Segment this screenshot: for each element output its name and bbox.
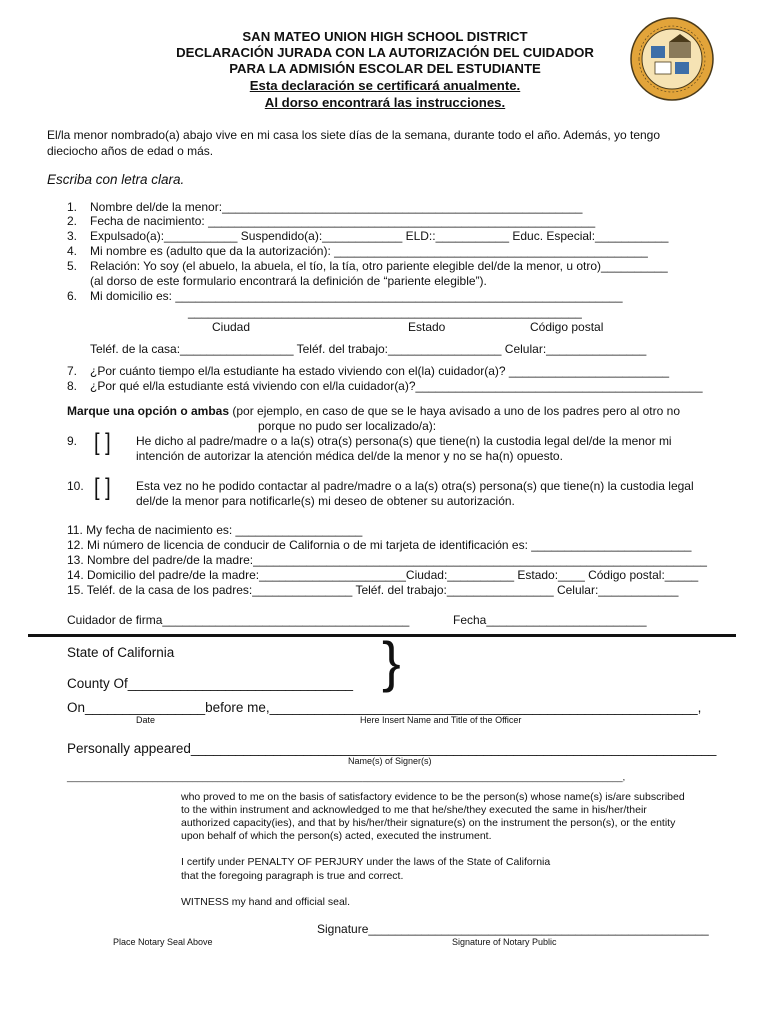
signers-caption: Name(s) of Signer(s) bbox=[348, 756, 432, 766]
notary-signature-caption: Signature of Notary Public bbox=[452, 937, 557, 947]
item-3-number: 3. bbox=[67, 229, 78, 243]
district-seal-logo bbox=[629, 16, 715, 102]
mark-instructions-rest: (por ejemplo, en caso de que se le haya avisado a uno de los padres pero al otro no bbox=[229, 404, 680, 418]
item-4-number: 4. bbox=[67, 244, 78, 258]
minor-name-field[interactable]: Nombre del/de la menor:______________________________________________________ bbox=[90, 200, 583, 214]
adult-name-field[interactable]: Mi nombre es (adulto que da la autorización): _______________________________________________ bbox=[90, 244, 648, 258]
notary-state: State of California bbox=[67, 645, 175, 660]
perjury-line-2: that the foregoing paragraph is true and correct. bbox=[181, 870, 404, 882]
form-title: DECLARACIÓN JURADA CON LA AUTORIZACIÓN DEL CUIDADOR bbox=[176, 45, 594, 60]
option-10-checkbox[interactable] bbox=[94, 474, 111, 502]
license-number-field[interactable]: 12. Mi número de licencia de conducir de California o de mi tarjeta de identificación es: ________________________ bbox=[67, 538, 692, 552]
option-9-text-line-2: intención de autorizar la atención médica del/de la menor y no se ha(n) opuesto. bbox=[136, 449, 563, 463]
living-reason-field[interactable]: ¿Por qué el/la estudiante está viviendo con el/la cuidador(a)?___________________________________________ bbox=[90, 379, 703, 393]
option-10-text-line-2: del/de la menor para notificarle(s) mi deseo de obtener su autorización. bbox=[136, 494, 515, 508]
notary-county-field[interactable]: County Of______________________________ bbox=[67, 676, 354, 691]
zip-label: Código postal bbox=[530, 320, 604, 334]
option-9-text-line-1: He dicho al padre/madre o a la(s) otra(s) persona(s) que tiene(n) la custodia legal del/de la menor mi bbox=[136, 434, 672, 448]
signers-continuation-line[interactable]: _______________________________________________________________________________________________________________, bbox=[67, 772, 626, 782]
parent-address-field[interactable]: 14. Domicilio del padre/de la madre:______________________Ciudad:__________ Estado:____ Código postal:_____ bbox=[67, 568, 699, 582]
item-1-number: 1. bbox=[67, 200, 78, 214]
write-clearly-note: Escriba con letra clara. bbox=[47, 172, 185, 187]
caregiver-birthdate-field[interactable]: 11. My fecha de nacimiento es: ___________________ bbox=[67, 523, 363, 537]
parent-phones-field[interactable]: 15. Teléf. de la casa de los padres:_______________ Teléf. del trabajo:________________ Celular:____________ bbox=[67, 583, 679, 597]
mark-instructions-bold: Marque una opción o ambas bbox=[67, 404, 230, 418]
parent-name-field[interactable]: 13. Nombre del padre/de la madre:____________________________________________________________________ bbox=[67, 553, 707, 567]
notary-date-officer-field[interactable]: On________________before me,_________________________________________________________, bbox=[67, 700, 702, 715]
option-9-bracket: [ ] bbox=[94, 429, 111, 457]
signer-name-field[interactable]: Personally appeared______________________________________________________________________ bbox=[67, 741, 717, 756]
living-duration-field[interactable]: ¿Por cuánto tiempo el/la estudiante ha estado viviendo con el(la) cuidador(a)? ________________________ bbox=[90, 364, 670, 378]
form-subtitle: PARA LA ADMISIÓN ESCOLAR DEL ESTUDIANTE bbox=[229, 61, 541, 76]
date-caption: Date bbox=[136, 715, 156, 725]
address-line-2[interactable]: ___________________________________________________________ bbox=[188, 305, 582, 319]
item-7-number: 7. bbox=[67, 364, 78, 378]
notary-brace: } bbox=[382, 630, 401, 693]
city-label: Ciudad bbox=[212, 320, 251, 334]
intro-line-2: dieciocho años de edad o más. bbox=[47, 144, 214, 158]
item-10-number: 10. bbox=[67, 479, 84, 493]
witness-line: WITNESS my hand and official seal. bbox=[181, 896, 351, 908]
intro-line-1: El/la menor nombrado(a) abajo vive en mi casa los siete días de la semana, durante todo el año. Además, yo tengo bbox=[47, 128, 661, 142]
seal-caption: Place Notary Seal Above bbox=[113, 937, 213, 947]
relationship-note: (al dorso de este formulario encontrará la definición de “pariente elegible”). bbox=[90, 274, 487, 288]
item-9-number: 9. bbox=[67, 434, 78, 448]
phone-fields[interactable]: Teléf. de la casa:_________________ Teléf. del trabajo:_________________ Celular:_______________ bbox=[90, 342, 647, 356]
relationship-field[interactable]: Relación: Yo soy (el abuelo, la abuela, el tío, la tía, otro pariente elegible del/de la menor, u otro)__________ bbox=[90, 259, 668, 273]
notary-signature-field[interactable]: Signature___________________________________________________ bbox=[317, 922, 709, 936]
officer-caption: Here Insert Name and Title of the Officer bbox=[360, 715, 522, 725]
option-9-checkbox[interactable] bbox=[94, 429, 111, 457]
mark-instructions bbox=[67, 404, 680, 418]
caregiver-date-field[interactable]: Fecha________________________ bbox=[453, 613, 647, 627]
mark-instructions-line-2: porque no pudo ser localizado/a): bbox=[258, 419, 437, 433]
perjury-line-1: I certify under PENALTY OF PERJURY under the laws of the State of California bbox=[181, 856, 551, 868]
notary-paragraph-line-3: authorized capacity(ies), and that by his/her/their signature(s) on the instrument the person(s), or the entity bbox=[181, 817, 676, 829]
district-title: SAN MATEO UNION HIGH SCHOOL DISTRICT bbox=[242, 29, 528, 44]
instructions-note: Al dorso encontrará las instrucciones. bbox=[264, 95, 506, 110]
birth-date-field[interactable]: Fecha de nacimiento: __________________________________________________________ bbox=[90, 214, 596, 228]
status-fields[interactable]: Expulsado(a):___________ Suspendido(a):____________ ELD::___________ Educ. Especial:___________ bbox=[90, 229, 669, 243]
address-field[interactable]: Mi domicilio es: ___________________________________________________________________ bbox=[90, 289, 623, 303]
state-label: Estado bbox=[408, 320, 446, 334]
option-10-text-line-1: Esta vez no he podido contactar al padre/madre o a la(s) otra(s) persona(s) que tiene(n) la custodia legal bbox=[136, 479, 694, 493]
annual-note: Esta declaración se certificará anualmente. bbox=[249, 78, 521, 93]
option-10-bracket: [ ] bbox=[94, 474, 111, 502]
item-6-number: 6. bbox=[67, 289, 78, 303]
item-5-number: 5. bbox=[67, 259, 78, 273]
caregiver-signature-field[interactable]: Cuidador de firma_____________________________________ bbox=[67, 613, 410, 627]
notary-paragraph-line-2: to the within instrument and acknowledged to me that he/she/they executed the same in his/her/their bbox=[181, 804, 647, 816]
notary-paragraph-line-1: who proved to me on the basis of satisfactory evidence to be the person(s) whose name(s) is/are subscribed bbox=[181, 791, 685, 803]
item-8-number: 8. bbox=[67, 379, 78, 393]
item-2-number: 2. bbox=[67, 214, 78, 228]
notary-paragraph-line-4: upon behalf of which the person(s) acted, executed the instrument. bbox=[181, 830, 492, 842]
